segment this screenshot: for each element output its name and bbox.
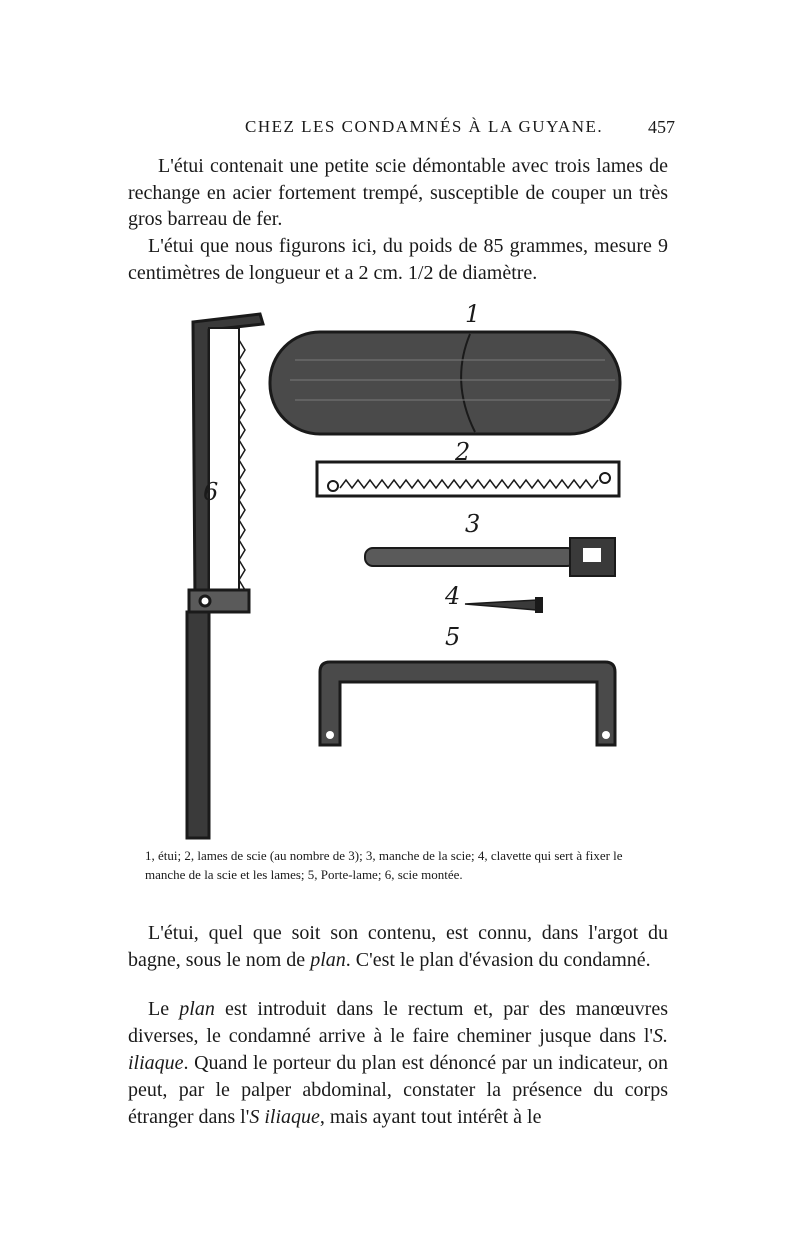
figure-label-4: 4 xyxy=(445,582,461,610)
figure-label-1: 1 xyxy=(465,300,481,328)
case-illustration xyxy=(270,332,620,434)
figure-label-3: 3 xyxy=(465,510,481,538)
paragraph-3-text-a: L'étui, quel que soit son contenu, est connu, dans l'argot du bagne, sous le nom de xyxy=(128,922,668,971)
paragraph-4-text-c: . Quand le porteur du plan est dénoncé par un indicateur, on peut, par le palper abdominal, constater la présence du corps étranger dans l' xyxy=(128,1052,668,1128)
saw-blade-illustration xyxy=(317,462,619,496)
paragraph-4-text-d: , mais ayant tout intérêt à le xyxy=(319,1106,542,1128)
paragraph-4-text-a: Le xyxy=(148,998,180,1020)
figure-drawing xyxy=(165,300,645,845)
paragraph-3 xyxy=(128,920,668,974)
running-title: CHEZ LES CONDAMNÉS À LA GUYANE. xyxy=(245,117,604,136)
paragraph-4-term-s-iliaque-1: S. iliaque xyxy=(128,1025,668,1074)
figure-label-5: 5 xyxy=(445,623,461,651)
paragraph-1: L'étui contenait une petite scie démontable avec trois lames de rechange en acier fortement trempé, susceptible de couper un très gros barreau de fer. xyxy=(128,155,668,230)
paragraph-4-text-b: est introduit dans le rectum et, par des manœuvres diverses, le condamné arrive à le faire cheminer jusque dans l' xyxy=(128,998,668,1047)
figure-label-6: 6 xyxy=(203,478,219,506)
paragraph-3-text-b: . C'est le plan d'évasion du condamné. xyxy=(345,949,651,971)
assembled-saw-illustration xyxy=(187,314,263,838)
figure-engraving xyxy=(165,300,645,845)
figure-label-2: 2 xyxy=(455,438,471,466)
page-header xyxy=(0,117,800,147)
saw-handle-illustration xyxy=(365,538,615,576)
blade-holder-illustration xyxy=(320,662,615,745)
paragraph-4-term-plan: plan xyxy=(179,998,215,1020)
figure-caption: 1, étui; 2, lames de scie (au nombre de 3); 3, manche de la scie; 4, clavette qui sert à fixer le manche de la scie et les lames; 5, Porte-lame; 6, scie montée. xyxy=(145,848,623,882)
paragraph-4 xyxy=(128,996,668,1131)
paragraph-4-term-s-iliaque-2: S iliaque xyxy=(249,1106,320,1128)
page-number: 457 xyxy=(648,117,675,137)
paragraph-3-term-plan: plan xyxy=(310,949,346,971)
paragraph-2: L'étui que nous figurons ici, du poids de 85 grammes, mesure 9 centimètres de longueur et a 2 cm. 1/2 de diamètre. xyxy=(128,235,668,284)
pin-illustration xyxy=(465,597,543,613)
